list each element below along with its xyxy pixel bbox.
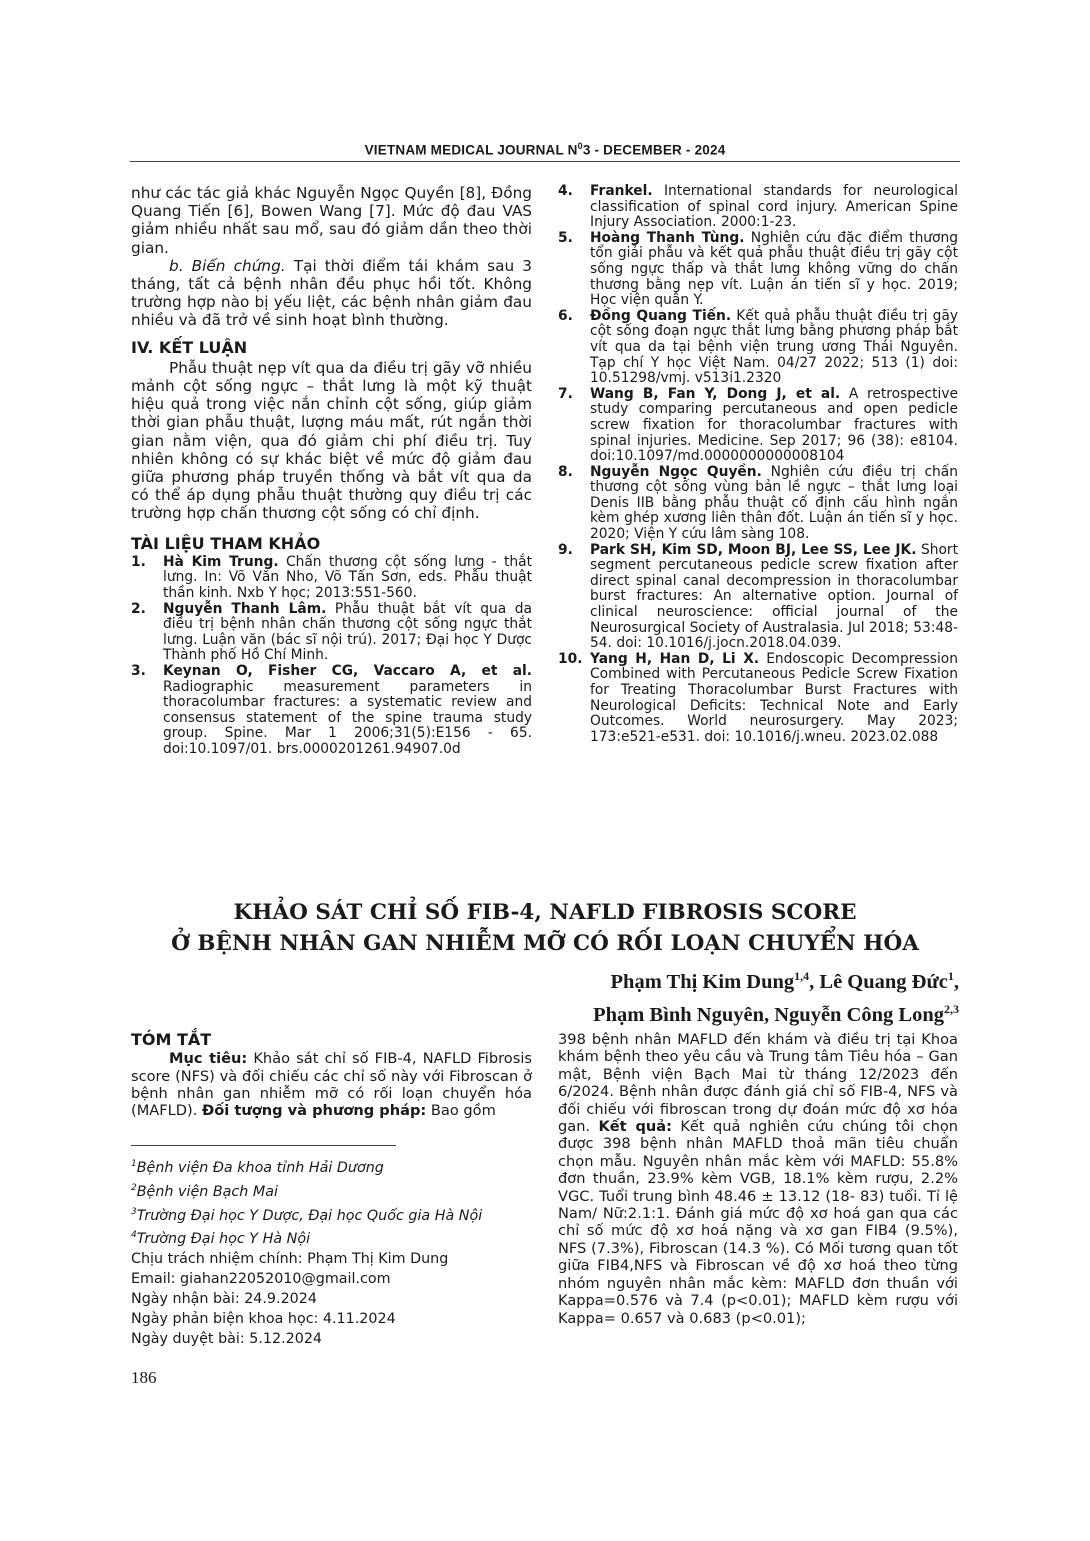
- authors-3-4: Phạm Bình Nguyên, Nguyễn Công Long: [593, 1003, 944, 1026]
- reference-item: [558, 184, 958, 231]
- references-list-left: [131, 555, 532, 758]
- paragraph-continuation: như các tác giả khác Nguyễn Ngọc Quyền [8], Đồng Quang Tiến [6], Bowen Wang [7]. Mức độ đau VAS giảm nhiều nhất sau mổ, sau đó giảm dần theo thời gian.: [131, 184, 532, 257]
- footnotes: [131, 1154, 532, 1349]
- reference-body: [590, 652, 958, 746]
- reference-text: International standards for neurological classification of spinal cord injury. American Spine Injury Association. 2000:1-23.: [590, 183, 958, 231]
- journal-sup: 0: [577, 141, 583, 151]
- author-line-2: [593, 996, 959, 1029]
- reference-body: [590, 543, 958, 652]
- abstract-continuation: [558, 1031, 958, 1327]
- affil-3-text: Trường Đại học Y Dược, Đại học Quốc gia Hà Nội: [136, 1207, 483, 1224]
- reference-body: [163, 555, 532, 602]
- author-separator: ,: [953, 970, 959, 993]
- reference-text: Phẫu thuật bắt vít qua da điều trị bệnh nhân chấn thương cột sống ngực thắt lưng. Luận văn (bác sĩ nội trú). 2017; Đại học Y Dược Thành phố Hồ Chí Minh.: [163, 600, 532, 664]
- reference-item: [558, 231, 958, 309]
- summary-heading: TÓM TẮT: [131, 1030, 212, 1049]
- reference-authors: Frankel.: [590, 183, 653, 199]
- section-conclusion-heading: IV. KẾT LUẬN: [131, 337, 248, 357]
- paragraph-complications: [131, 257, 532, 330]
- right-column-upper: [558, 184, 958, 745]
- author-2: , Lê Quang Đức: [809, 970, 948, 993]
- page-number: 186: [131, 1368, 157, 1387]
- methods-label: Đối tượng và phương pháp:: [202, 1102, 427, 1120]
- journal-name: VIETNAM MEDICAL JOURNAL N: [364, 142, 578, 158]
- methods-text: Bao gồm: [426, 1102, 496, 1120]
- reference-item: [131, 555, 532, 602]
- reference-number: 6.: [558, 307, 573, 324]
- objective-text: Khảo sát chỉ số FIB-4, NAFLD Fibrosis score (NFS) và đối chiếu các chỉ số này với Fibroscan ở bệnh nhân gan nhiễm mỡ có rối loạn chuyển hóa (MAFLD).: [131, 1050, 532, 1120]
- date-received: Ngày nhận bài: 24.9.2024: [131, 1291, 317, 1308]
- corresponding-email: Email: giahan22052010@gmail.com: [131, 1271, 391, 1288]
- footnote-rule: [131, 1145, 396, 1146]
- reference-authors: Đồng Quang Tiến.: [590, 307, 732, 324]
- abstract-right: [558, 1031, 958, 1327]
- reference-authors: Yang H, Han D, Li X.: [590, 650, 760, 667]
- reference-number: 7.: [558, 385, 573, 402]
- author-1: Phạm Thị Kim Dung: [610, 970, 795, 993]
- reference-number: 8.: [558, 463, 573, 480]
- journal-issue: 3 - DECEMBER - 2024: [582, 142, 726, 158]
- reference-text: Kết quả phẫu thuật điều trị gãy cột sống đoạn ngực thắt lưng bằng phương pháp bắt vít qua da tại bệnh viện trung ương Thái Nguyên. Tạp chí Y học Việt Nam. 04/27 2022; 513 (1) doi: 10.51298/vmj. v513i1.2320: [590, 307, 959, 387]
- affil-2-num: 2: [131, 1182, 137, 1193]
- left-column-upper: [131, 184, 532, 758]
- reference-text: Nghiên cứu đặc điểm thương tổn giải phẫu và kết quả phẫu thuật điều trị gãy cột sống ngực thấp và thắt lưng không vững do chấn thương bằng nẹp vít. Luận án tiến sĩ y học. 2019; Học viện quân Y.: [590, 229, 958, 309]
- reference-item: [131, 664, 532, 758]
- reference-body: [163, 664, 532, 758]
- reference-authors: Park SH, Kim SD, Moon BJ, Lee SS, Lee JK.: [590, 541, 917, 558]
- reference-number: 3.: [131, 663, 146, 680]
- affil-2-text: Bệnh viện Bạch Mai: [136, 1183, 278, 1200]
- affiliation-4: [131, 1225, 532, 1249]
- reference-body: [590, 465, 958, 543]
- reference-body: [590, 231, 958, 309]
- reference-authors: Hà Kim Trung.: [163, 553, 279, 570]
- reference-item: [558, 387, 958, 465]
- reference-body: [590, 387, 958, 465]
- reference-number: 4.: [558, 183, 573, 199]
- affiliation-1: [131, 1154, 532, 1178]
- running-header: [0, 141, 1090, 158]
- methods-continued: 398 bệnh nhân MAFLD đến khám và điều trị tại Khoa khám bệnh theo yêu cầu và Trung tâm Tiêu hóa – Gan mật, Bệnh viện Bạch Mai từ tháng 12/2023 đến 6/2024. Bệnh nhân được đánh giá chỉ số FIB-4, NFS và đối chiếu với fibroscan trong dự đoán mức độ xơ hóa gan.: [558, 1031, 958, 1136]
- complications-label: b. Biến chứng.: [169, 256, 286, 275]
- reference-text: Radiographic measurement parameters in thoracolumbar fractures: a systematic review and consensus statement of the spine trauma study group. Spine. Mar 1 2006;31(5):E156 - 65. doi:10.1097/01. brs.0000201261.94907.0d: [163, 678, 532, 757]
- reference-authors: Nguyễn Thanh Lâm.: [163, 600, 327, 617]
- reference-authors: Keynan O, Fisher CG, Vaccaro A, et al.: [163, 663, 532, 680]
- reference-text: Nghiên cứu điều trị chấn thương cột sống vùng bản lề ngực – thắt lưng loại Denis IIB bằng phẫu thuật cố định cấu hình ngắn kèm ghép xương liên thân đốt. Luận án tiến sĩ y học. 2020; Viện Y cứu lâm sàng 108.: [590, 463, 958, 543]
- reference-number: 10.: [558, 650, 583, 667]
- reference-body: [163, 602, 532, 664]
- affiliation-2: [131, 1178, 532, 1202]
- corresponding-author: Chịu trách nhiệm chính: Phạm Thị Kim Dung: [131, 1251, 449, 1268]
- reference-number: 2.: [131, 600, 146, 617]
- affil-4-text: Trường Đại học Y Hà Nội: [136, 1231, 311, 1248]
- abstract-left: [131, 1031, 532, 1120]
- results-text: Kết quả nghiên cứu chúng tôi chọn được 398 bệnh nhân MAFLD thoả mãn tiêu chuẩn chọn mẫu. Nguyên nhân mắc kèm với MAFLD: 55.8% đơn thuần, 23.9% kèm VGB, 18.1% kèm rượu, 2.2% VGC. Tuổi trung bình 48.46 ± 13.12 (18- 83) tuổi. Tỉ lệ Nam/ Nữ:2.1:1. Đánh giá mức độ xơ hoá gan qua các chỉ số mức độ xơ hoá nặng và xơ gan FIB4 (9.5%), NFS (7.3%), Fibroscan (14.3 %). Có Mối tương quan tốt giữa FIB4,NFS và Fibroscan về độ xơ hoá theo từng nhóm nguyên nhân mắc kèm: MAFLD đơn thuần với Kappa=0.576 và 7.4 (p<0.01); MAFLD kèm rượu với Kappa= 0.657 và 0.683 (p<0.01);: [558, 1118, 958, 1327]
- reference-authors: Nguyễn Ngọc Quyền.: [590, 463, 762, 480]
- abstract-objective: [131, 1050, 532, 1120]
- reference-text: Chấn thương cột sống lưng - thắt lưng. In: Võ Văn Nho, Võ Tấn Sơn, eds. Phẫu thuật thần kinh. Nxb Y học; 2013:551-560.: [163, 553, 532, 602]
- author-2-affil: 1: [947, 969, 954, 983]
- author-line-1: [593, 963, 959, 996]
- complications-text: Tại thời điểm tái khám sau 3 tháng, tất cả bệnh nhân đều phục hồi tốt. Không trường hợp nào bị yếu liệt, các bệnh nhân giảm đau nhiều và đã trở về sinh hoạt bình thường.: [131, 256, 532, 330]
- reference-body: [590, 184, 958, 231]
- reference-item: [558, 543, 958, 652]
- authors-3-4-affil: 2,3: [944, 1001, 959, 1016]
- reference-number: 9.: [558, 541, 573, 558]
- reference-authors: Wang B, Fan Y, Dong J, et al.: [590, 385, 841, 402]
- author-1-affil: 1,4: [794, 969, 810, 983]
- reference-authors: Hoàng Thanh Tùng.: [590, 229, 745, 246]
- reference-item: [131, 602, 532, 664]
- article-title-line-2: Ở BỆNH NHÂN GAN NHIỄM MỠ CÓ RỐI LOẠN CHUYỂN HÓA: [171, 931, 919, 956]
- affil-1-text: Bệnh viện Đa khoa tỉnh Hải Dương: [136, 1159, 384, 1176]
- header-rule: [130, 161, 960, 162]
- reference-text: Endoscopic Decompression Combined with Percutaneous Pedicle Screw Fixation for Treating Thoracolumbar Burst Fractures with Neurological Deficits: Technical Note and Early Outcomes. World neurosurgery. May 2023; 173:e521-e531. doi: 10.1016/j.wneu. 2023.02.088: [590, 650, 958, 745]
- date-approved: Ngày duyệt bài: 5.12.2024: [131, 1331, 323, 1348]
- affiliation-3: [131, 1202, 532, 1226]
- reference-number: 5.: [558, 229, 573, 246]
- affil-4-num: 4: [131, 1230, 137, 1241]
- paragraph-conclusion: Phẫu thuật nẹp vít qua da điều trị gãy vỡ nhiều mảnh cột sống ngực – thắt lưng là một kỹ thuật hiệu quả trong việc nắn chỉnh cột sống, giúp giảm thời gian phẫu thuật, lượng máu mất, rút ngắn thời gian nằm viện, qua đó giảm chi phí điều trị. Tuy nhiên không có sự khác biệt về mức độ giảm đau giữa phương pháp truyền thống và bắt vít qua da có thể áp dụng phẫu thuật thường quy điều trị các trường hợp chấn thương cột sống có chỉ định.: [131, 358, 532, 523]
- objective-label: Mục tiêu:: [169, 1050, 248, 1068]
- reference-text: A retrospective study comparing percutaneous and open pedicle screw fixation for thoracolumbar fractures with spinal injuries. Medicine. Sep 2017; 96 (38): e8104. doi:10.1097/md.0000000000008104: [590, 385, 958, 465]
- reference-item: [558, 652, 958, 746]
- references-list-right: [558, 184, 958, 745]
- reference-number: 1.: [131, 553, 146, 570]
- author-list: [593, 963, 959, 1029]
- reference-body: [590, 309, 958, 387]
- affil-1-num: 1: [131, 1159, 137, 1169]
- article-title-line-1: KHẢO SÁT CHỈ SỐ FIB-4, NAFLD FIBROSIS SCORE: [233, 900, 857, 925]
- references-heading: TÀI LIỆU THAM KHẢO: [131, 533, 321, 553]
- reference-item: [558, 465, 958, 543]
- results-label: Kết quả:: [598, 1118, 672, 1136]
- reference-item: [558, 309, 958, 387]
- reference-text: Short segment percutaneous pedicle screw fixation after direct spinal canal decompression in thoracolumbar burst fractures: An alternative option. Journal of clinical neuroscience: official journal of the Neurosurgical Society of Australasia. Jul 2018; 53:48-54. doi: 10.1016/j.jocn.2018.04.039.: [590, 541, 958, 652]
- affil-3-num: 3: [131, 1206, 137, 1217]
- date-reviewed: Ngày phản biện khoa học: 4.11.2024: [131, 1311, 396, 1328]
- article-title: [0, 897, 1090, 959]
